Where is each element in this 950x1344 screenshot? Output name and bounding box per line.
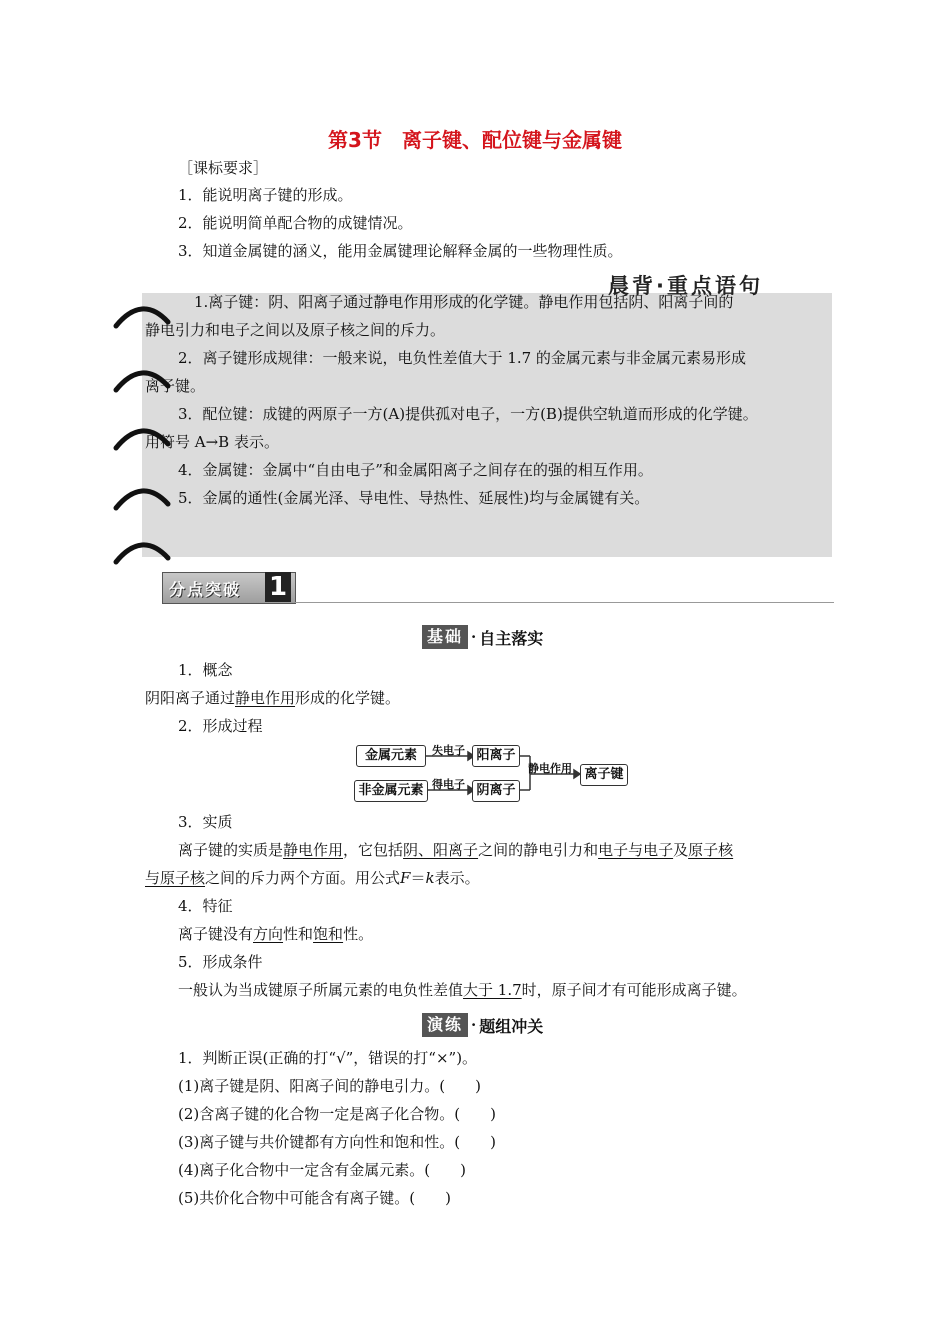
electrostatic-label: 静电作用 [528,762,572,775]
formation-diagram [340,740,640,802]
recite-line: 3．配位键：成键的两原子一方(A)提供孤对电子，一方(B)提供空轨道而形成的化学键。 [178,405,758,423]
basics-tag: 基础 · 自主落实 [422,625,543,649]
feature-text: 离子键没有方向性和饱和性。 [178,925,374,943]
formation-heading: 2．形成过程 [178,717,263,735]
question-item: (5)共价化合物中可能含有离子键。( ) [178,1189,451,1207]
question-item: (3)离子键与共价键都有方向性和饱和性。( ) [178,1133,496,1151]
recite-line: 1.离子键：阴、阳离子通过静电作用形成的化学键。静电作用包括阴、阳离子间的 [194,293,734,311]
feature-heading: 4．特征 [178,897,233,915]
concept-text: 阴阳离子通过静电作用形成的化学键。 [145,689,401,707]
basics-tag-label: 基础 [422,625,468,649]
metal-element-box: 金属元素 [356,745,426,767]
recite-line: 静电引力和电子之间以及原子核之间的斥力。 [145,321,446,339]
section-divider [294,602,834,603]
nonmetal-element-box: 非金属元素 [354,780,428,802]
recite-line: 2．离子键形成规律：一般来说，电负性差值大于 1.7 的金属元素与非金属元素易形成 [178,349,746,367]
essence-text-continued: 与原子核之间的斥力两个方面。用公式F＝k表示。 [145,869,480,887]
essence-text: 离子键的实质是静电作用，它包括阴、阳离子之间的静电引力和电子与电子及原子核 [178,841,734,859]
recite-header: 晨背·重点语句 [608,274,763,298]
lose-electron-label: 失电子 [432,744,465,757]
binder-ring-icon [112,482,172,516]
recite-line: 离子键。 [145,377,206,395]
recite-line: 4．金属键：金属中“自由电子”和金属阳离子之间存在的强的相互作用。 [178,461,653,479]
ionic-bond-box: 离子键 [580,764,628,786]
section-badge [162,572,296,604]
cation-box: 阳离子 [472,745,520,767]
question-item: (4)离子化合物中一定含有金属元素。( ) [178,1161,466,1179]
question-item: (2)含离子键的化合物一定是离子化合物。( ) [178,1105,496,1123]
question-heading: 1．判断正误(正确的打“√”，错误的打“×”)。 [178,1049,478,1067]
practice-tag-label: 演练 [422,1013,468,1037]
basics-tag-subtitle: 自主落实 [479,628,544,648]
condition-heading: 5．形成条件 [178,953,263,971]
requirement-item: 3．知道金属键的涵义，能用金属键理论解释金属的一些物理性质。 [178,242,623,260]
binder-ring-icon [112,536,172,570]
requirement-item: 2．能说明简单配合物的成键情况。 [178,214,413,232]
practice-tag-subtitle: 题组冲关 [479,1016,544,1036]
section-badge-label: 分点突破 [169,580,242,599]
practice-tag: 演练 · 题组冲关 [422,1013,543,1037]
gain-electron-label: 得电子 [432,778,465,791]
concept-heading: 1．概念 [178,661,233,679]
recite-line: 用符号 A→B 表示。 [145,433,279,451]
condition-text: 一般认为当成键原子所属元素的电负性差值大于 1.7时，原子间才有可能形成离子键。 [178,981,747,999]
anion-box: 阴离子 [472,780,520,802]
requirements-heading: ［课标要求］ [178,159,269,177]
question-item: (1)离子键是阴、阳离子间的静电引力。( ) [178,1077,481,1095]
recite-line: 5．金属的通性(金属光泽、导电性、导热性、延展性)均与金属键有关。 [178,489,650,507]
requirement-item: 1．能说明离子键的形成。 [178,186,353,204]
section-badge-number: 1 [265,572,291,602]
essence-heading: 3．实质 [178,813,233,831]
page-title: 第3节 离子键、配位键与金属键 [328,128,622,152]
